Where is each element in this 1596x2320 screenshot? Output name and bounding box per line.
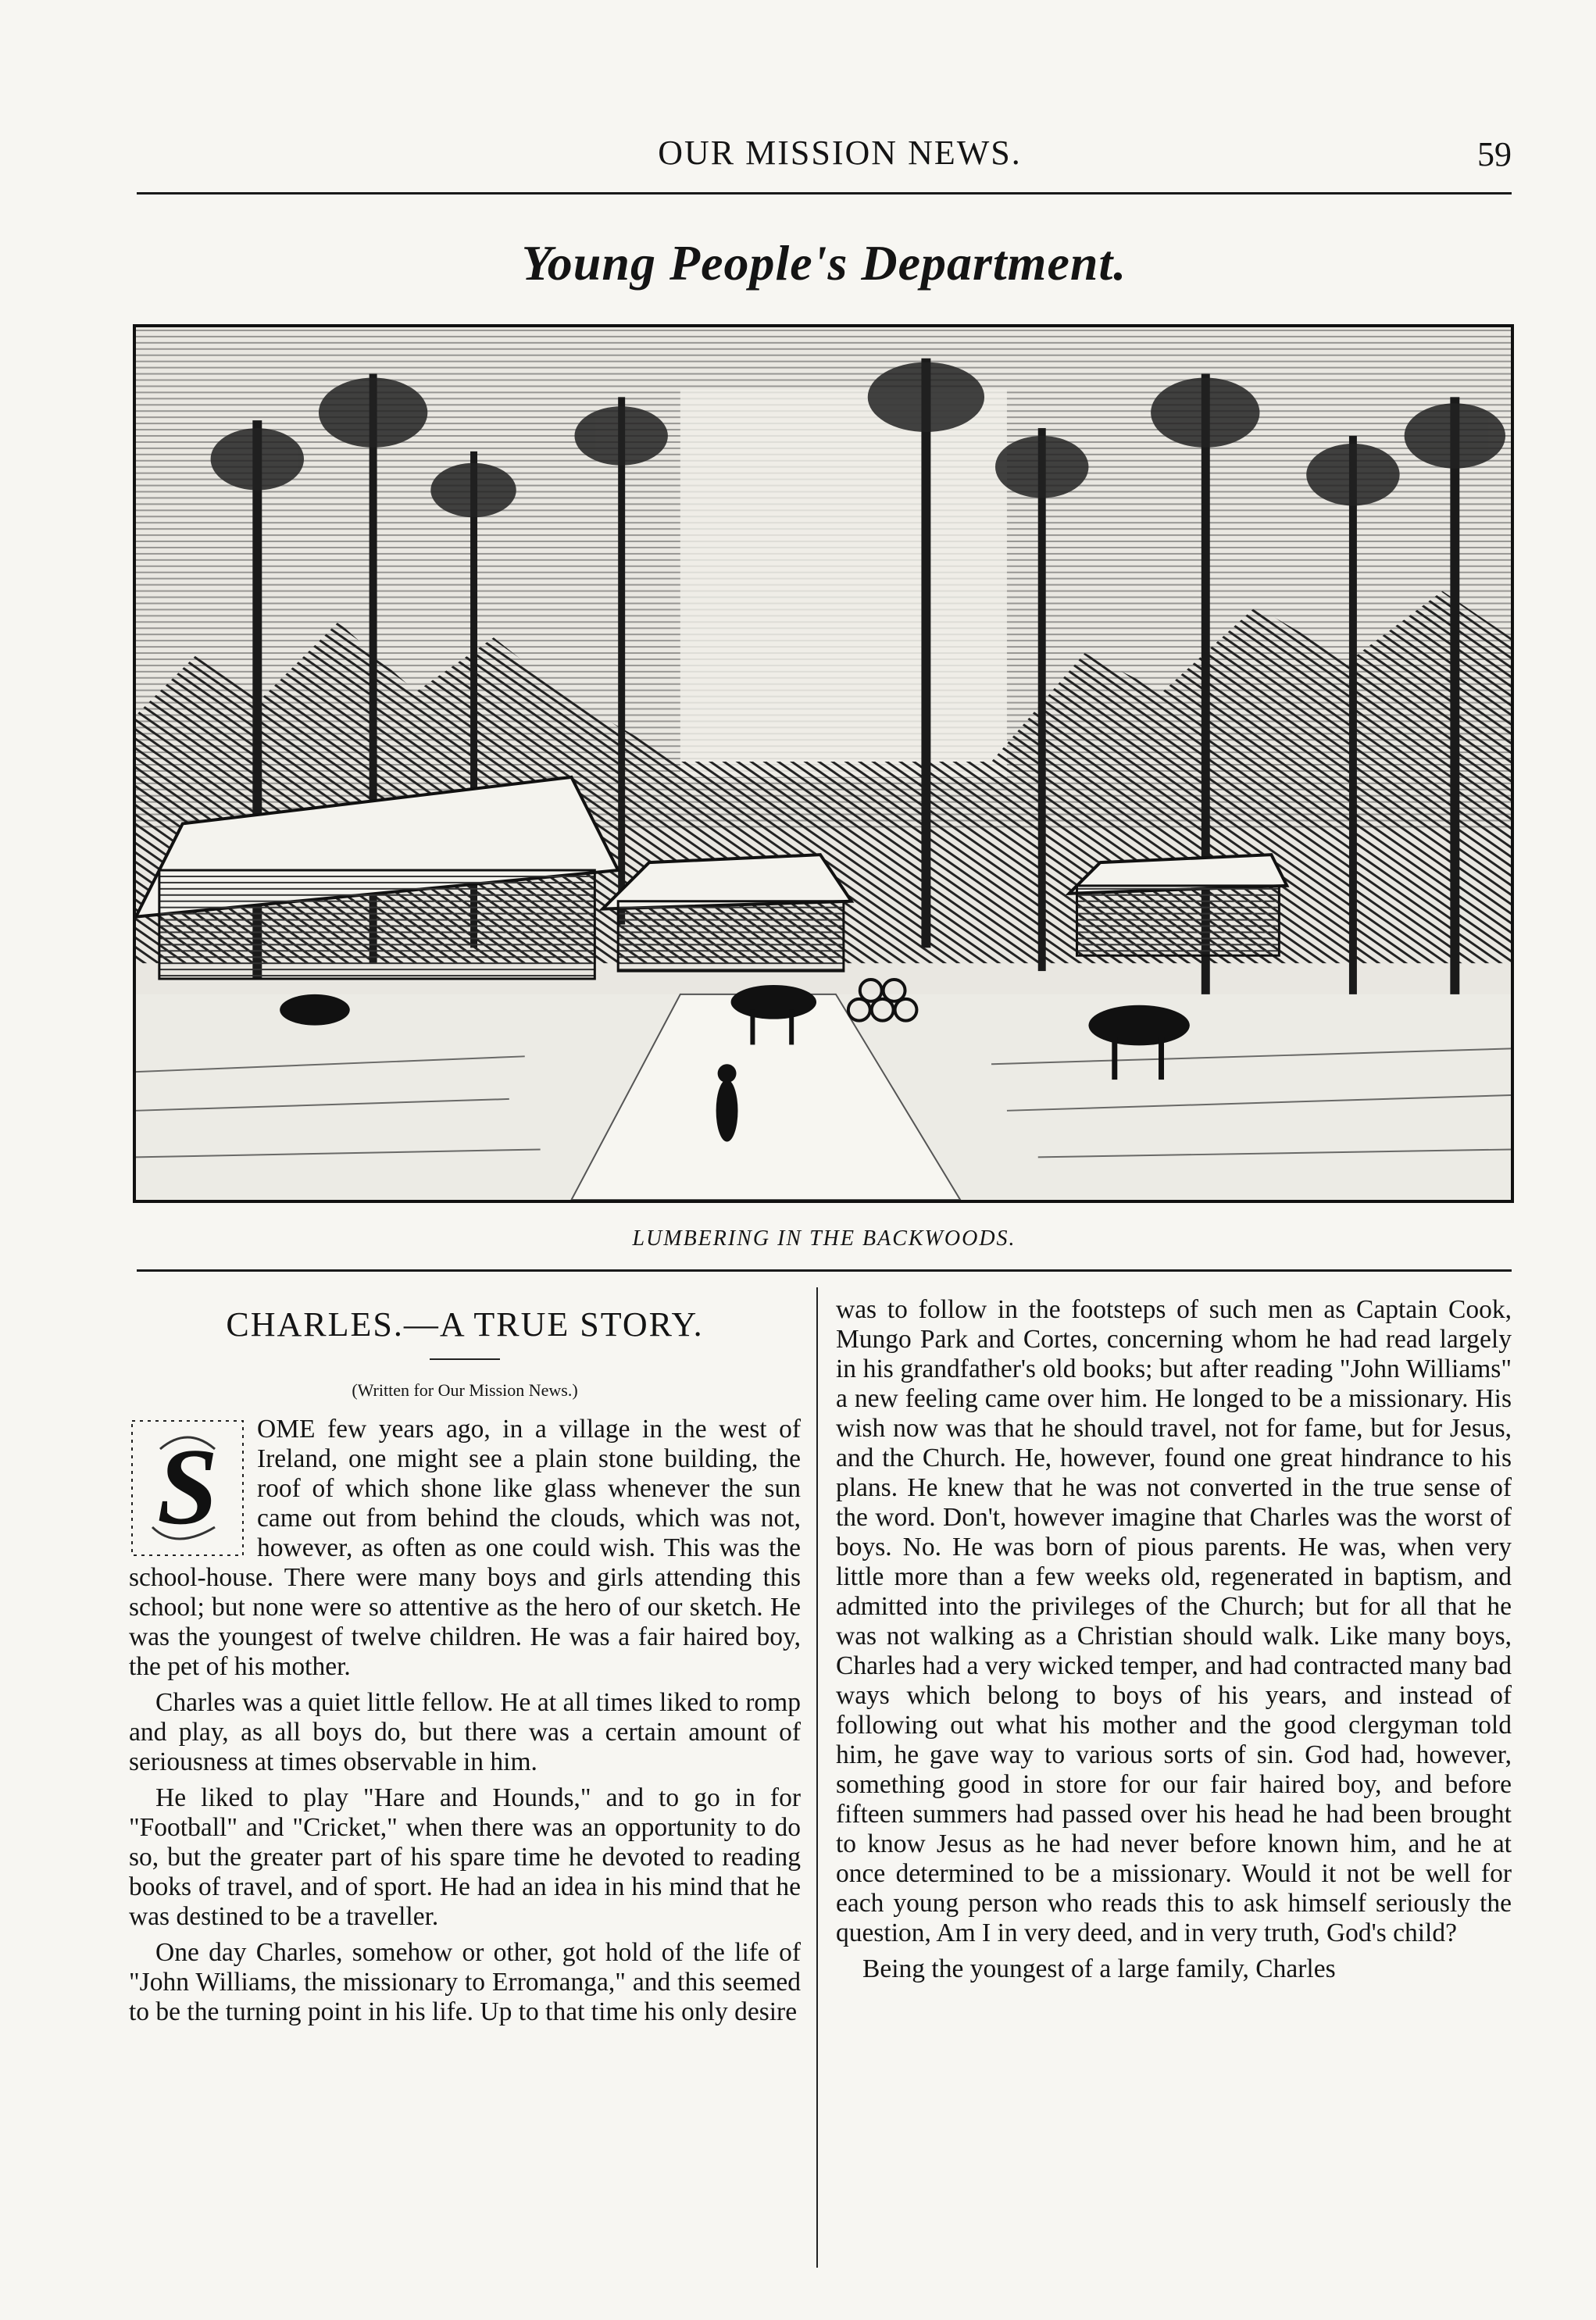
running-title: OUR MISSION NEWS. [658, 134, 1022, 172]
page-number: 59 [1477, 135, 1512, 173]
right-column [836, 1295, 1512, 1990]
column-divider [816, 1287, 818, 2268]
paragraph-3: He liked to play "Hare and Hounds," and to go in for "Football" and "Cricket," when there was an opportunity to do so, but the greater part of his spare time he devoted to reading books of travel, and of sport. He had an idea in his mind that he was destined to be a traveller. [129, 1783, 801, 1931]
paragraph-1-text: OME few years ago, in a village in the west of Ireland, one might see a plain stone building, the roof of which shone like glass whenever the sun came out from behind the clouds, which was not, however, as often as one could wish. This was the school-house. There were many boys and girls attending this school; but none were so attentive as the hero of our sketch. He was the youngest of twelve children. He was a fair haired boy, the pet of his mother. [129, 1415, 801, 1681]
title-rule [430, 1358, 500, 1360]
ornamental-drop-cap [129, 1418, 246, 1558]
woodcut-illustration [133, 324, 1514, 1203]
section-rule [137, 1269, 1512, 1272]
page-header [137, 123, 1512, 173]
svg-text:S: S [157, 1426, 218, 1547]
left-column [129, 1297, 801, 2033]
illustration-caption: LUMBERING IN THE BACKWOODS. [632, 1226, 1016, 1251]
department-title: Young People's Department. [521, 235, 1127, 291]
paragraph-1 [129, 1415, 801, 1682]
backwoods-engraving [136, 327, 1511, 1200]
story-title: CHARLES.—A TRUE STORY. [226, 1305, 704, 1344]
paragraph-2: Charles was a quiet little fellow. He at all times liked to romp and play, as all boys do, but there was a certain amount of seriousness at times observable in him. [129, 1688, 801, 1776]
paragraph-5: was to follow in the footsteps of such men as Captain Cook, Mungo Park and Cortes, concerning whom he had read largely in his grandfather's old books; but after reading "John Williams" a new feeling came over him. He longed to be a missionary. His wish now was that he should travel, not for fame, but for Jesus, and the Church. He, however, found one great hindrance to his plans. He knew that he was not converted in the true sense of the word. Don't, however imagine that Charles was the worst of boys. No. He was born of pious parents. He was, when very little more than a few weeks old, regenerated in baptism, and admitted into the privileges of the Church; but for all that he was not walking as a Christian should walk. Like many boys, Charles had a very wicked temper, and had contracted many bad ways which belong to boys of his years, and instead of following out what his mother and the good clergyman told him, he gave way to various sorts of sin. God had, however, something good in store for our fair haired boy, and before fifteen summers had passed over his head he had been brought to know Jesus as he had never before known him, and he at once determined to be a missionary. Would it not be well for each young person who reads this to ask himself seriously the question, Am I in very deed, and in very truth, God's child? [836, 1295, 1512, 1947]
byline: (Written for Our Mission News.) [352, 1380, 578, 1400]
paragraph-6: Being the youngest of a large family, Charles [862, 1954, 1336, 1983]
header-rule [137, 192, 1512, 195]
paragraph-4: One day Charles, somehow or other, got hold of the life of "John Williams, the missionary to Erromanga," and this seemed to be the turning point in his life. Up to that time his only desire [129, 1938, 801, 2026]
